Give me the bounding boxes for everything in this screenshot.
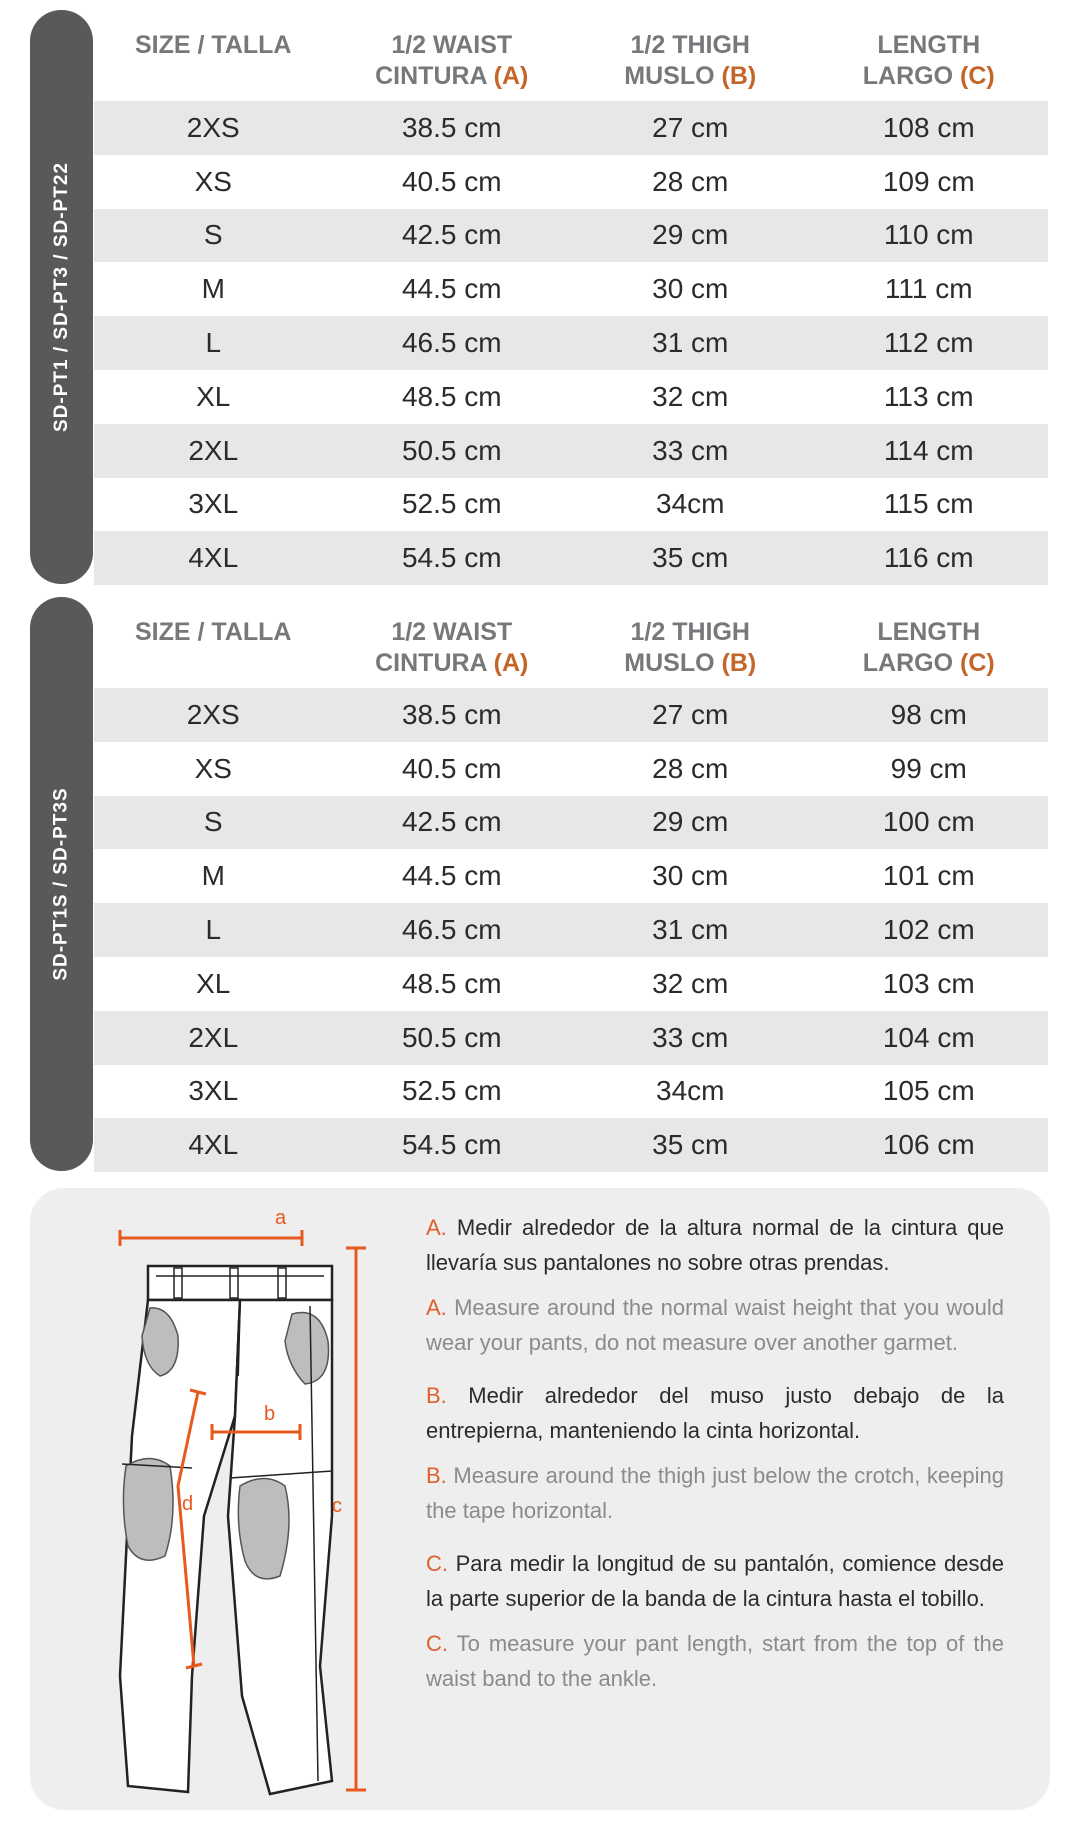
size-table xyxy=(94,597,1048,1172)
header-size: SIZE / TALLA xyxy=(135,618,292,646)
table-row: M 44.5 cm 30 cm 101 cm xyxy=(201,860,975,892)
header-length: LENGTH LARGO (C) xyxy=(862,31,995,90)
instruction-a-en: A. Measure around the normal waist height that you would wear your pants, do not measure over another garmet. xyxy=(426,1295,1004,1355)
label-c: c xyxy=(332,1495,342,1517)
table-row: 3XL 52.5 cm 34cm 105 cm xyxy=(188,1075,975,1107)
header-waist: 1/2 WAIST CINTURA (A) xyxy=(375,31,529,90)
size-table-2 xyxy=(30,597,1048,1171)
table-row: 4XL 54.5 cm 35 cm 106 cm xyxy=(94,1118,1048,1172)
model-label-text: SD-PT1S / SD-PT3S xyxy=(50,787,72,981)
table-header xyxy=(94,597,1048,688)
table-row: XL 48.5 cm 32 cm 103 cm xyxy=(196,967,975,999)
table-row: L 46.5 cm 31 cm 112 cm xyxy=(94,316,1048,370)
table-row: L 46.5 cm 31 cm 102 cm xyxy=(94,903,1048,957)
instruction-c-en: C. To measure your pant length, start from the top of the waist band to the ankle. xyxy=(426,1631,1004,1691)
table-row: S 42.5 cm 29 cm 100 cm xyxy=(94,796,1048,850)
header-waist: 1/2 WAIST CINTURA (A) xyxy=(375,618,529,677)
instructions xyxy=(426,1210,1004,1714)
table-row: XS 40.5 cm 28 cm 99 cm xyxy=(194,752,967,784)
instruction-a-es: A. Medir alrededor de la altura normal de la cintura que llevaría sus pantalones no sobre otras prendas. xyxy=(426,1215,1004,1275)
table-row: XS 40.5 cm 28 cm 109 cm xyxy=(194,165,975,197)
label-d: d xyxy=(182,1493,194,1515)
table-row: XL 48.5 cm 32 cm 113 cm xyxy=(196,380,974,412)
label-b: b xyxy=(264,1403,276,1425)
model-label xyxy=(30,10,93,584)
instruction-b-en: B. Measure around the thigh just below the crotch, keeping the tape horizontal. xyxy=(426,1463,1004,1523)
table-row: 4XL 54.5 cm 35 cm 116 cm xyxy=(94,531,1048,585)
table-row: 2XL 50.5 cm 33 cm 104 cm xyxy=(94,1011,1048,1065)
header-thigh: 1/2 THIGH MUSLO (B) xyxy=(624,618,757,677)
label-a: a xyxy=(275,1207,287,1229)
measurement-guide-panel xyxy=(30,1188,1050,1810)
size-table xyxy=(94,10,1048,585)
instruction-b-es: B. Medir alrededor del muso justo debajo de la entrepierna, manteniendo la cinta horizontal. xyxy=(426,1383,1004,1443)
pants-diagram-icon xyxy=(70,1196,450,1806)
instruction-c-es: C. Para medir la longitud de su pantalón, comience desde la parte superior de la banda de la cintura hasta el tobillo. xyxy=(426,1551,1004,1611)
header-length: LENGTH LARGO (C) xyxy=(862,618,995,677)
table-row: 3XL 52.5 cm 34cm 115 cm xyxy=(188,488,974,520)
header-thigh: 1/2 THIGH MUSLO (B) xyxy=(624,31,757,90)
header-size: SIZE / TALLA xyxy=(135,31,292,59)
model-label xyxy=(30,597,93,1171)
table-header xyxy=(94,10,1048,101)
table-row: 2XL 50.5 cm 33 cm 114 cm xyxy=(94,424,1048,478)
size-table-1 xyxy=(30,10,1048,584)
table-row: M 44.5 cm 30 cm 111 cm xyxy=(201,273,973,305)
table-row: 2XS 38.5 cm 27 cm 108 cm xyxy=(94,101,1048,155)
table-row: 2XS 38.5 cm 27 cm 98 cm xyxy=(94,688,1048,742)
table-row: S 42.5 cm 29 cm 110 cm xyxy=(94,209,1048,263)
model-label-text: SD-PT1 / SD-PT3 / SD-PT22 xyxy=(50,162,72,432)
